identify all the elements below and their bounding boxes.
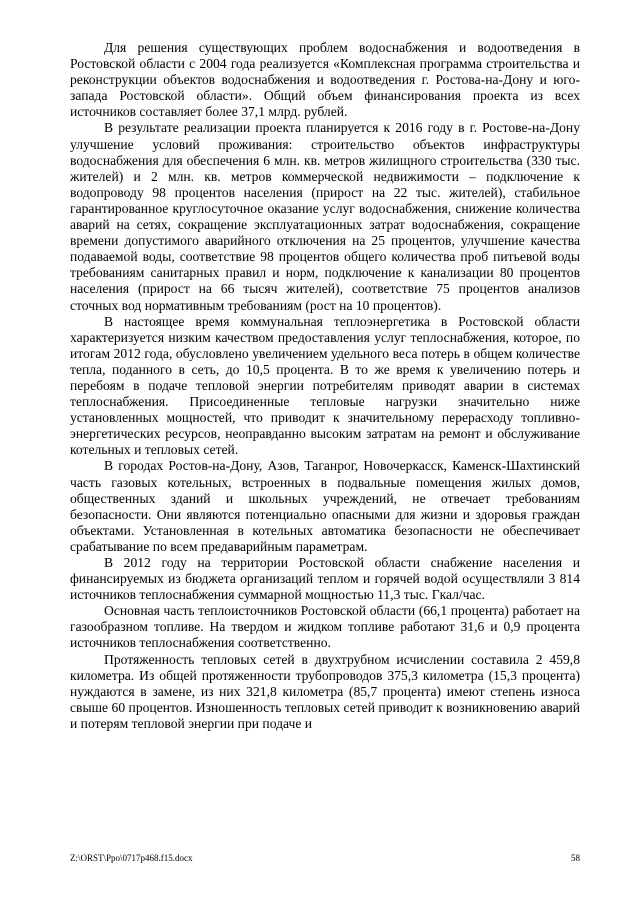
footer-file-path: Z:\ORST\Ppo\0717p468.f15.docx xyxy=(70,853,193,863)
paragraph: В городах Ростов-на-Дону, Азов, Таганрог, Новочеркасск, Каменск-Шахтинский часть газовых котельных, встроенных в подвальные помещения жилых домов, общественных зданий и школьных учреждений, не отвечает требованиям безопасности. Они являются потенциально опасными для жизни и здоровья граждан объектами. Установленная в котельных автоматика безопасности не обеспечивает срабатывание по всем предаварийным параметрам. xyxy=(70,458,580,554)
paragraph: В настоящее время коммунальная теплоэнергетика в Ростовской области характеризуется низким качеством предоставления услуг теплоснабжения, которое, по итогам 2012 года, обусловлено увеличением удельного веса потерь в общем количестве тепла, поданного в сеть, до 10,5 процента. В то же время к увеличению потерь и перебоям в подаче тепловой энергии потребителям приводят аварии в системах теплоснабжения. Присоединенные тепловые нагрузки значительно ниже установленных мощностей, что приводит к значительному перерасходу топливно-энергетических ресурсов, неоправданно высоким затратам на ремонт и обслуживание котельных и тепловых сетей. xyxy=(70,313,580,458)
page-number: 58 xyxy=(571,853,580,863)
paragraph: В результате реализации проекта планируется к 2016 году в г. Ростове-на-Дону улучшение условий проживания: строительство объектов инфраструктуры водоснабжения для обеспечения 6 млн. кв. метров жилищного строительства (330 тыс. жителей) и 2 млн. кв. метров коммерческой недвижимости – подключение к водопроводу 98 процентов населения (прирост на 22 тыс. жителей), стабильное гарантированное круглосуточное оказание услуг водоснабжения, снижение количества аварий на сетях, сокращение эксплуатационных затрат водоснабжения, сокращение времени допустимого аварийного отключения на 25 процентов, улучшение качества подаваемой воды, соответствие 98 процентов общего количества проб питьевой воды требованиям санитарных правил и норм, подключение к канализации 80 процентов населения (прирост на 66 тысяч жителей), соответствие 75 процентов анализов сточных вод нормативным требованиям (рост на 10 процентов). xyxy=(70,120,580,313)
paragraph: В 2012 году на территории Ростовской области снабжение населения и финансируемых из бюджета организаций теплом и горячей водой осуществляли 3 814 источников теплоснабжения суммарной мощностью 11,3 тыс. Гкал/час. xyxy=(70,555,580,603)
page-footer xyxy=(70,853,580,863)
paragraph: Протяженность тепловых сетей в двухтрубном исчислении составила 2 459,8 километра. Из общей протяженности трубопроводов 375,3 километра (15,3 процента) нуждаются в замене, из них 321,8 километра (85,7 процента) имеют степень износа свыше 60 процентов. Изношенность тепловых сетей приводит к возникновению аварий и потерям тепловой энергии при подаче и xyxy=(70,651,580,731)
paragraph: Для решения существующих проблем водоснабжения и водоотведения в Ростовской области с 2004 года реализуется «Комплексная программа строительства и реконструкции объектов водоснабжения и водоотведения г. Ростова-на-Дону и юго-запада Ростовской области». Общий объем финансирования проекта из всех источников составляет более 37,1 млрд. рублей. xyxy=(70,40,580,120)
paragraph: Основная часть теплоисточников Ростовской области (66,1 процента) работает на газообразном топливе. На твердом и жидком топливе работают 31,6 и 0,9 процента источников теплоснабжения соответственно. xyxy=(70,603,580,651)
document-body xyxy=(70,40,580,732)
